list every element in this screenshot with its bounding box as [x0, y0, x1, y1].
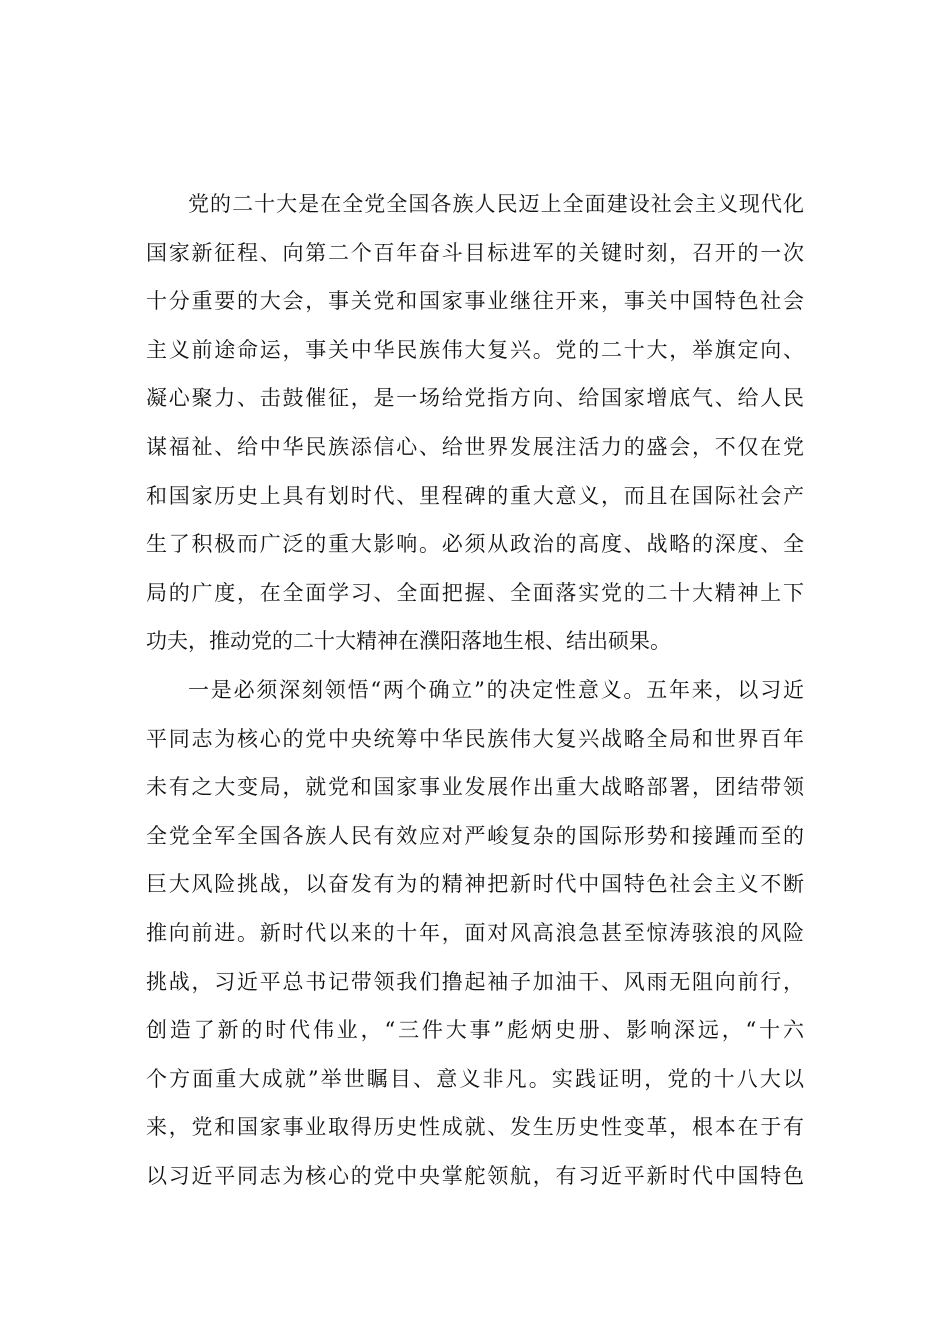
paragraph-2-line: 以习近平同志为核心的党中央掌舵领航，有习近平新时代中国特色: [146, 1163, 804, 1188]
paragraph-2-line: 个方面重大成就”举世瞩目、意义非凡。实践证明，党的十八大以: [146, 1066, 804, 1091]
paragraph-1-line: 功夫，推动党的二十大精神在濮阳落地生根、结出硕果。: [146, 629, 671, 654]
document-body: [146, 180, 804, 1200]
paragraph-2-line: 来，党和国家事业取得历史性成就、发生历史性变革，根本在于有: [146, 1115, 804, 1140]
paragraph-1-line: 主义前途命运，事关中华民族伟大复兴。党的二十大，举旗定向、: [146, 337, 804, 362]
paragraph-2-line: 创造了新的时代伟业，“三件大事”彪炳史册、影响深远，“十六: [146, 1018, 804, 1043]
paragraph-1-line: 十分重要的大会，事关党和国家事业继往开来，事关中国特色社会: [146, 289, 804, 314]
paragraph-1-line: 国家新征程、向第二个百年奋斗目标进军的关键时刻，召开的一次: [146, 240, 804, 265]
paragraph-1-line: 生了积极而广泛的重大影响。必须从政治的高度、战略的深度、全: [146, 532, 804, 557]
paragraph-2-line: 平同志为核心的党中央统筹中华民族伟大复兴战略全局和世界百年: [146, 726, 804, 751]
paragraph-2-line: 巨大风险挑战，以奋发有为的精神把新时代中国特色社会主义不断: [146, 872, 804, 897]
paragraph-1-line: 局的广度，在全面学习、全面把握、全面落实党的二十大精神上下: [146, 580, 804, 605]
paragraph-2-line: 全党全军全国各族人民有效应对严峻复杂的国际形势和接踵而至的: [146, 823, 804, 848]
paragraph-2-line: 未有之大变局，就党和国家事业发展作出重大战略部署，团结带领: [146, 775, 804, 800]
paragraph-1-line: 党的二十大是在全党全国各族人民迈上全面建设社会主义现代化: [188, 192, 804, 216]
paragraph-2-line: 推向前进。新时代以来的十年，面对风高浪急甚至惊涛骇浪的风险: [146, 920, 804, 945]
paragraph-1-line: 凝心聚力、击鼓催征，是一场给党指方向、给国家增底气、给人民: [146, 386, 804, 411]
paragraph-2-line: 一是必须深刻领悟“两个确立”的决定性意义。五年来，以习近: [188, 677, 804, 702]
paragraph-1-line: 和国家历史上具有划时代、里程碑的重大意义，而且在国际社会产: [146, 483, 804, 508]
paragraph-1-line: 谋福祉、给中华民族添信心、给世界发展注活力的盛会，不仅在党: [146, 434, 804, 459]
paragraph-2-line: 挑战，习近平总书记带领我们撸起袖子加油干、风雨无阻向前行，: [146, 969, 804, 994]
